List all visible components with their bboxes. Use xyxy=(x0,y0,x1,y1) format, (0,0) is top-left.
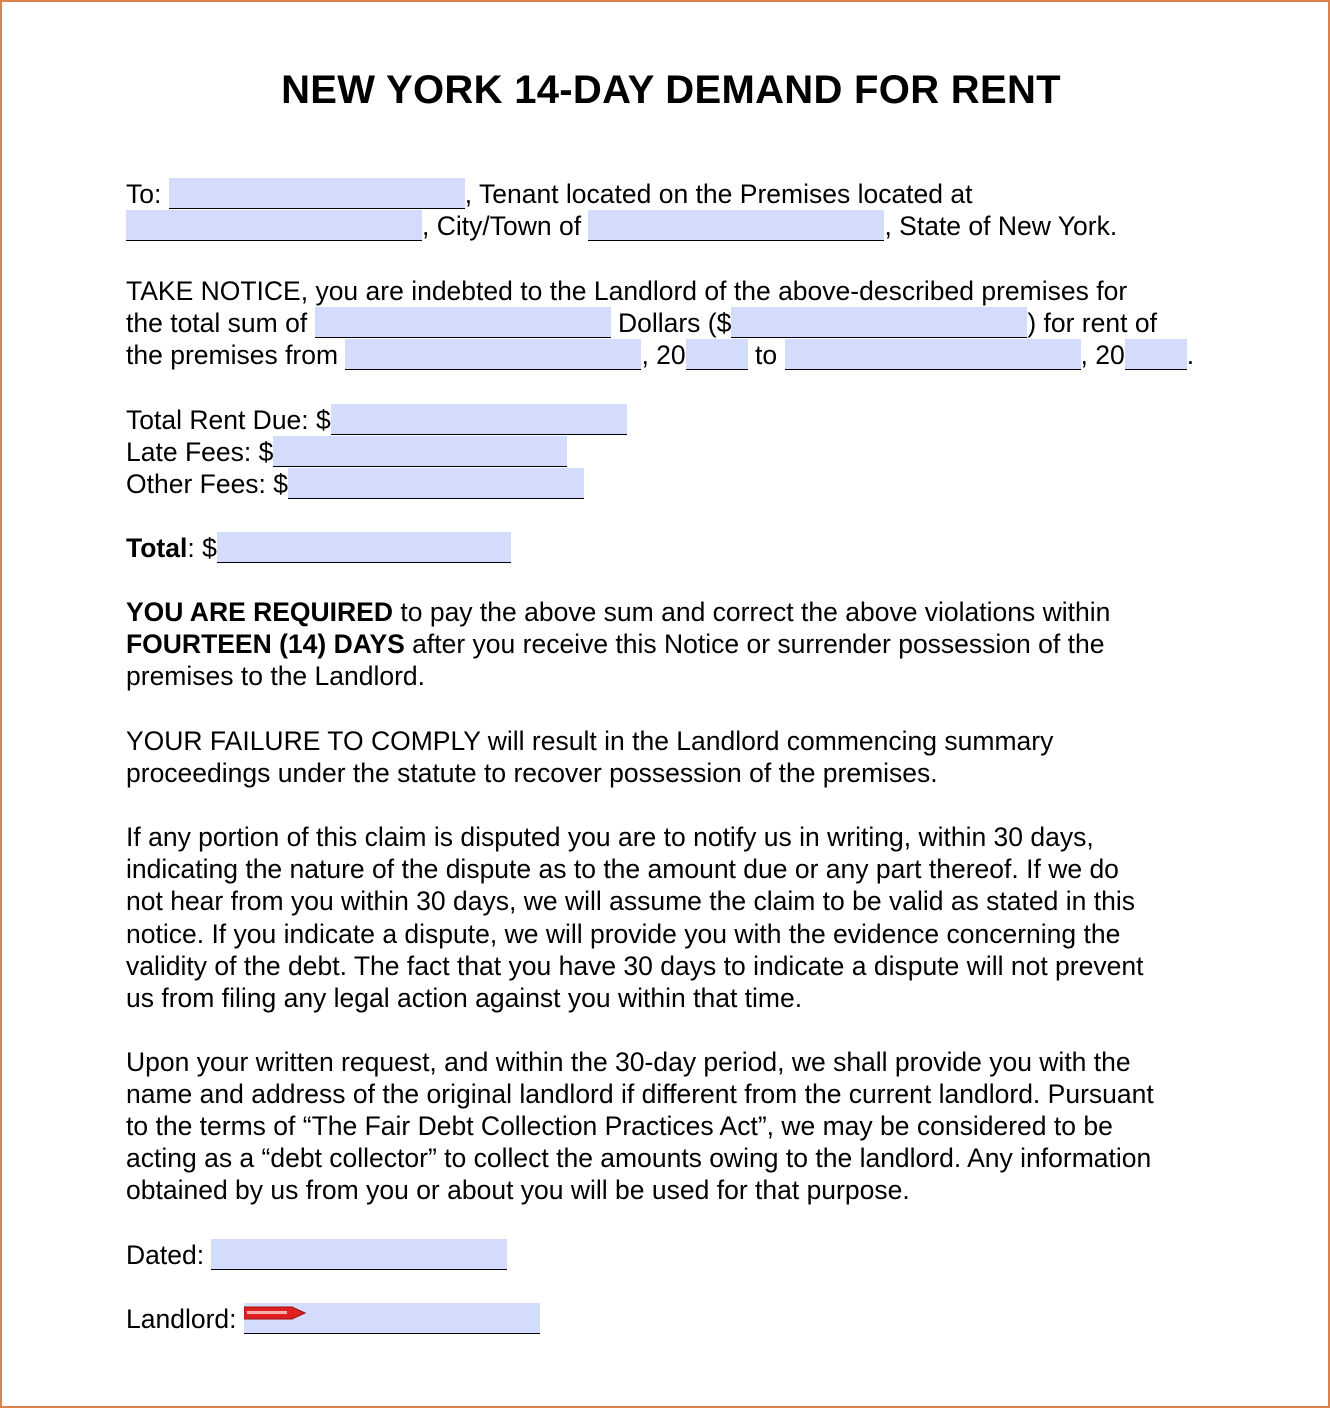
total-rent-field[interactable] xyxy=(331,404,627,435)
dispute-line: indicating the nature of the dispute as to the amount due or any part thereof. If we do xyxy=(126,854,1119,884)
dispute-line: notice. If you indicate a dispute, we will provide you with the evidence concerning the xyxy=(126,919,1121,949)
to-label: To: xyxy=(126,179,162,209)
to-year-field[interactable] xyxy=(1125,339,1187,370)
sum-words-field[interactable] xyxy=(315,307,611,338)
request-line: acting as a “debt collector” to collect the amounts owing to the landlord. Any information xyxy=(126,1143,1152,1173)
dispute-line: us from filing any legal action against you within that time. xyxy=(126,983,803,1013)
address-line xyxy=(126,210,1117,242)
late-fees-label: Late Fees: $ xyxy=(126,437,274,467)
dollars-text: Dollars ($ xyxy=(617,308,732,338)
landlord-line xyxy=(126,1303,540,1335)
other-fees-field[interactable] xyxy=(288,468,584,499)
tenant-text: , Tenant located on the Premises located at xyxy=(464,179,973,209)
required-line-2 xyxy=(126,628,1104,660)
period-text: . xyxy=(1186,340,1195,370)
other-fees-label: Other Fees: $ xyxy=(126,469,289,499)
total-label: Total xyxy=(126,533,188,563)
premises-address-field[interactable] xyxy=(126,210,422,241)
document-title: NEW YORK 14-DAY DEMAND FOR RENT xyxy=(281,68,1061,112)
total-rent-label: Total Rent Due: $ xyxy=(126,405,331,435)
to-line xyxy=(126,178,972,210)
late-fees-field[interactable] xyxy=(273,436,567,467)
sum-amount-field[interactable] xyxy=(731,307,1027,338)
receive-notice-text: after you receive this Notice or surrender possession of the xyxy=(404,629,1105,659)
dispute-line: If any portion of this claim is disputed you are to notify us in writing, within 30 days, xyxy=(126,822,1094,852)
request-line: obtained by us from you or about you will be used for that purpose. xyxy=(126,1175,910,1205)
required-bold: YOU ARE REQUIRED xyxy=(126,597,393,627)
required-line-3: premises to the Landlord. xyxy=(126,661,426,691)
dated-field[interactable] xyxy=(211,1239,507,1270)
required-text: to pay the above sum and correct the above violations within xyxy=(393,597,1111,627)
failure-line-1: YOUR FAILURE TO COMPLY will result in the Landlord commencing summary xyxy=(126,726,1054,756)
rent-of-text: ) for rent of xyxy=(1027,308,1157,338)
from-year-prefix: , 20 xyxy=(641,340,686,370)
required-line-1 xyxy=(126,596,1110,628)
to-year-prefix: , 20 xyxy=(1080,340,1125,370)
city-field[interactable] xyxy=(588,210,884,241)
dated-line xyxy=(126,1239,507,1271)
from-date-field[interactable] xyxy=(345,339,641,370)
dated-label: Dated: xyxy=(126,1240,205,1270)
dispute-line: validity of the debt. The fact that you have 30 days to indicate a dispute will not prevent xyxy=(126,951,1144,981)
to-text: to xyxy=(755,340,778,370)
city-text: , City/Town of xyxy=(422,211,582,241)
dispute-line: not hear from you within 30 days, we will assume the claim to be valid as stated in this xyxy=(126,886,1135,916)
from-year-field[interactable] xyxy=(686,339,748,370)
total-field[interactable] xyxy=(217,532,511,563)
late-fees-line xyxy=(126,436,567,468)
landlord-label: Landlord: xyxy=(126,1304,237,1334)
notice-line-1: TAKE NOTICE, you are indebted to the Landlord of the above-described premises for xyxy=(126,276,1128,306)
request-line: name and address of the original landlord if different from the current landlord. Pursuant xyxy=(126,1079,1154,1109)
sign-here-tag-icon[interactable] xyxy=(244,1295,306,1309)
tenant-name-field[interactable] xyxy=(169,178,465,209)
total-line xyxy=(126,532,511,564)
total-suffix: : $ xyxy=(187,533,217,563)
premises-from-text: the premises from xyxy=(126,340,339,370)
notice-line-2 xyxy=(126,307,1157,339)
fourteen-days-bold: FOURTEEN (14) DAYS xyxy=(126,629,405,659)
other-fees-line xyxy=(126,468,584,500)
failure-line-2: proceedings under the statute to recover possession of the premises. xyxy=(126,758,938,788)
notice-line-3 xyxy=(126,339,1194,371)
total-rent-line xyxy=(126,404,627,436)
state-text: , State of New York. xyxy=(884,211,1118,241)
request-line: to the terms of “The Fair Debt Collection Practices Act”, we may be considered to be xyxy=(126,1111,1113,1141)
notice-total-sum-text: the total sum of xyxy=(126,308,308,338)
request-line: Upon your written request, and within the 30-day period, we shall provide you with the xyxy=(126,1047,1131,1077)
to-date-field[interactable] xyxy=(785,339,1081,370)
